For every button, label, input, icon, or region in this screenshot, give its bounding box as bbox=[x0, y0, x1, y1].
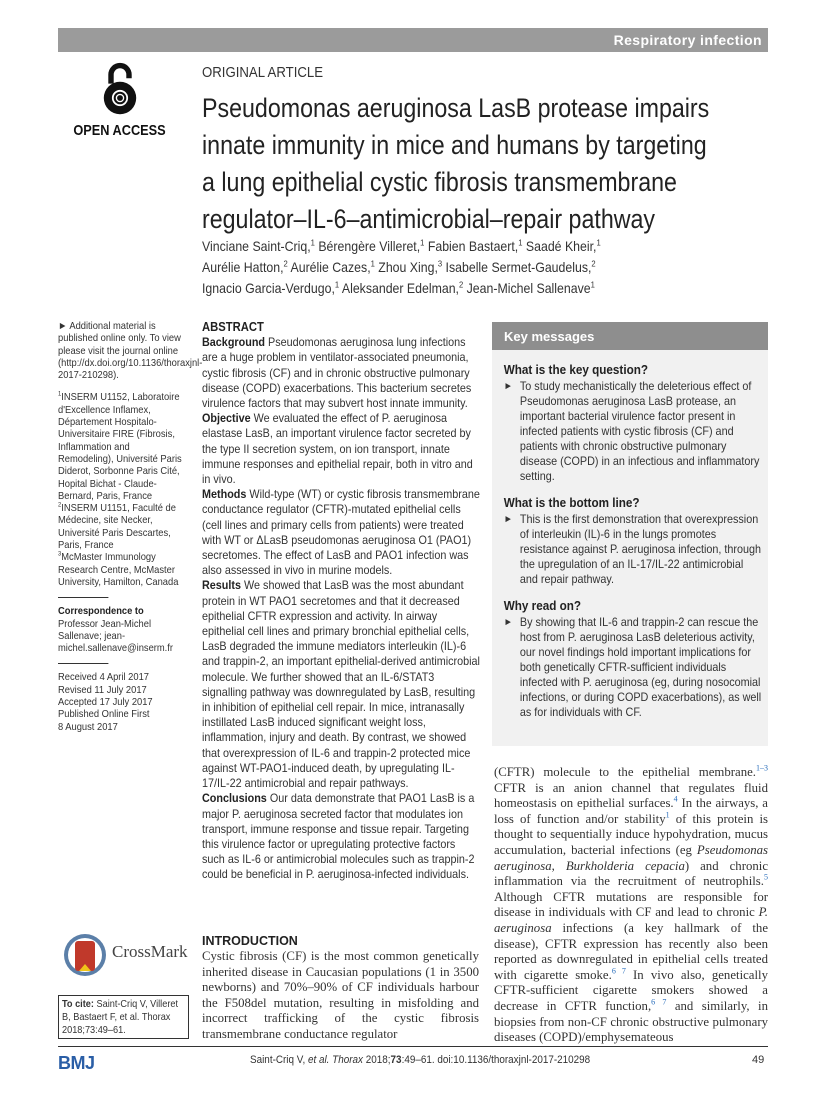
footer-citation-authors: Saint-Criq V, bbox=[250, 1054, 308, 1066]
key-question: What is the key question? bbox=[503, 362, 649, 377]
abstract-heading: ABSTRACT bbox=[202, 320, 264, 334]
reference-superscript: 5 bbox=[764, 872, 768, 882]
author-affiliation-mark: 1 bbox=[518, 237, 523, 248]
author-name: Vinciane Saint-Criq, bbox=[202, 238, 311, 254]
author-affiliation-mark: 1 bbox=[370, 258, 375, 269]
author-affiliation-mark: 2 bbox=[283, 258, 288, 269]
author-affiliation-mark: 2 bbox=[458, 279, 464, 290]
footer-citation-etal: et al bbox=[307, 1054, 327, 1066]
abstract-label: Objective bbox=[202, 411, 251, 426]
abstract-section bbox=[202, 791, 481, 882]
reference-superscript: 1 bbox=[665, 810, 670, 820]
footer-citation-year: 2018; bbox=[363, 1054, 391, 1066]
footer-divider bbox=[58, 1046, 768, 1047]
date-line: Accepted 17 July 2017 bbox=[58, 697, 153, 709]
open-access-logo bbox=[62, 62, 177, 139]
title-line: innate immunity in mice and humans by targeting bbox=[202, 130, 707, 160]
abstract-text: We evaluated the effect of P. aeruginosa elastase LasB, an important virulence factor secreted by the type II secretion system, on ion transport, innate immune responses and epithelial repair, both in vitro and in vivo. bbox=[202, 411, 473, 487]
divider bbox=[58, 597, 108, 598]
open-access-label: OPEN ACCESS bbox=[73, 122, 166, 139]
species-name: Pseudomonas aeruginosa bbox=[494, 842, 768, 873]
date-line: Revised 11 July 2017 bbox=[58, 684, 147, 696]
supplementary-note: ► Additional material is published online only. To view please visit the journal online (http://dx.doi.org/10.1136/thoraxjnl-2017-210298). bbox=[58, 321, 203, 382]
section-label: Respiratory infection bbox=[613, 32, 762, 48]
title-line: a lung epithelial cystic fibrosis transmembrane bbox=[202, 167, 677, 197]
author-name: Bérengère Villeret, bbox=[318, 238, 421, 254]
body-text: of this protein is thought to sequentially induce hypohydration, mucus accumulation, bacterial infections (eg bbox=[494, 811, 768, 857]
crossmark-label: CrossMark bbox=[112, 942, 188, 961]
article-type: ORIGINAL ARTICLE bbox=[202, 64, 324, 81]
affiliation bbox=[58, 392, 184, 503]
abstract-section bbox=[202, 578, 481, 791]
abstract-text: We showed that LasB was the most abundant protein in WT PAO1 secretomes and that it decreased epithelial CFTR expression and activity. In airway epithelial cell lines and primary bronchial epithelial cells, LasB degraded the immune mediators interleukin (IL)-6 and trappin-2, an important epithelial-derived antimicrobial molecule. We further showed that an IL-6/STAT3 signalling pathway was downregulated by LasB, resulting in inhibition of epithelial cell repair. In mice, intranasally instillated LasB induced significant weight loss, inflammation, injury and death. By contrast, we showed that overexpression of IL-6 and trappin-2 protected mice against WT-PAO1-induced death, by upregulating IL-17/IL-22 antimicrobial and repair pathways. bbox=[202, 578, 480, 791]
introduction-heading: INTRODUCTION bbox=[202, 934, 298, 948]
date-line: 8 August 2017 bbox=[58, 721, 118, 733]
affiliation bbox=[58, 552, 184, 589]
reference-superscript: 6 7 bbox=[651, 997, 667, 1007]
reference-superscript: 4 bbox=[673, 794, 678, 804]
footer-citation-doi: :49–61. doi:10.1136/thoraxjnl-2017-210298 bbox=[401, 1054, 591, 1066]
abstract-section bbox=[202, 487, 481, 578]
key-messages-heading: Key messages bbox=[492, 322, 768, 350]
footer-citation-journal: . Thorax bbox=[326, 1054, 364, 1066]
author-list bbox=[202, 236, 765, 299]
page-number: 49 bbox=[752, 1054, 765, 1066]
author-name: Jean-Michel Sallenave bbox=[466, 280, 591, 296]
affiliation-text: INSERM U1151, Faculté de Médecine, site Necker, Université Paris Descartes, Paris, France bbox=[58, 503, 176, 552]
species-name: P. aeruginosa bbox=[494, 905, 768, 935]
author-name: Zhou Xing, bbox=[378, 259, 438, 275]
reference-superscript: 1–3 bbox=[756, 763, 768, 773]
affiliation-number: 1 bbox=[58, 391, 62, 399]
section-header-bar bbox=[58, 28, 768, 52]
article-dates bbox=[58, 672, 184, 733]
to-cite-text: Saint-Criq V, Villeret B, Bastaert F, et al. Thorax 2018;73:49–61. bbox=[62, 999, 179, 1036]
crossmark-icon bbox=[62, 932, 108, 978]
body-text: In the airways, a loss of function and/or stability bbox=[494, 796, 768, 826]
author-affiliation-mark: 1 bbox=[590, 279, 595, 290]
correspondence-text: Professor Jean-Michel Sallenave; jean-michel.sallenave@inserm.fr bbox=[58, 618, 174, 655]
article-title bbox=[202, 90, 761, 238]
key-answer: ► By showing that IL-6 and trappin-2 can rescue the host from P. aeruginosa LasB deleterious activity, our novel findings hold important implications for both genetically CFTR-sufficient individuals infected with P. aeruginosa (eg, during nosocomial infections, or during COPD exacerbations), as well as for individuals with CF. bbox=[504, 615, 762, 720]
author-name: Aleksander Edelman, bbox=[341, 280, 459, 296]
author-name: Aurélie Hatton, bbox=[202, 259, 284, 275]
title-line: Pseudomonas aeruginosa LasB protease impairs bbox=[202, 93, 710, 123]
key-answer: ► To study mechanistically the deleterious effect of Pseudomonas aeruginosa LasB protease, an important bacterial virulence factor present in infected patients with cystic fibrosis (CF) and patients with chronic obstructive pulmonary disease (COPD) in an infectious and inflammatory setting. bbox=[504, 379, 762, 484]
affiliation-text: McMaster Immunology Research Centre, McMaster University, Hamilton, Canada bbox=[58, 552, 179, 588]
abstract-section bbox=[202, 335, 481, 411]
author-affiliation-mark: 1 bbox=[596, 237, 601, 248]
footer-citation-volume: 73 bbox=[390, 1054, 402, 1066]
species-name: Burkholderia cepacia bbox=[565, 858, 685, 873]
author-affiliation-mark: 1 bbox=[310, 237, 315, 248]
correspondence-heading: Correspondence to bbox=[58, 606, 144, 618]
author-affiliation-mark: 1 bbox=[420, 237, 425, 248]
body-text-right-column bbox=[494, 765, 768, 1046]
abstract-label: Conclusions bbox=[202, 791, 267, 806]
key-messages-box bbox=[492, 322, 768, 746]
author-name: Isabelle Sermet-Gaudelus, bbox=[445, 259, 592, 275]
abstract bbox=[202, 320, 481, 883]
footer-citation bbox=[250, 1054, 590, 1066]
introduction-section bbox=[202, 934, 479, 1043]
article-sidebar bbox=[58, 321, 203, 734]
author-name: Saadé Kheir, bbox=[525, 238, 597, 254]
abstract-label: Methods bbox=[202, 487, 247, 502]
key-answer: ► This is the first demonstration that overexpression of interleukin (IL)-6 in the lungs promotes resistance against P. aeruginosa infection, through the upregulation of an IL-17/IL-22 antimicrobial and repair pathway. bbox=[504, 512, 762, 587]
crossmark-badge[interactable] bbox=[60, 930, 200, 980]
author-affiliation-mark: 2 bbox=[591, 258, 596, 269]
date-line: Published Online First bbox=[58, 709, 150, 721]
author-affiliation-mark: 3 bbox=[437, 258, 443, 269]
body-text: CFTR is an anion channel that regulates fluid homeostasis on epithelial surfaces. bbox=[494, 780, 768, 811]
bmj-logo: BMJ bbox=[58, 1053, 95, 1073]
divider bbox=[58, 663, 108, 664]
body-text: and similarly, in biopsies from non-CF chronic obstructive pulmonary diseases (COPD)/emphysemateous bbox=[494, 998, 768, 1045]
abstract-label: Results bbox=[202, 578, 242, 593]
body-text: Although CFTR mutations are responsible for disease in individuals with CF and lead to chronic bbox=[494, 889, 768, 920]
to-cite-box bbox=[58, 995, 189, 1039]
affiliation-number: 3 bbox=[58, 550, 62, 558]
affiliations bbox=[58, 392, 184, 589]
body-text: ) and chronic inflammation via the recruitment of neutrophils. bbox=[494, 858, 768, 889]
author-affiliation-mark: 1 bbox=[334, 279, 340, 290]
key-question: What is the bottom line? bbox=[503, 495, 640, 510]
affiliation bbox=[58, 503, 184, 552]
abstract-text: Pseudomonas aeruginosa lung infections are a huge problem in ventilator-associated pneumonia, cystic fibrosis (CF) and in chronic obstructive pulmonary disease (COPD) exacerbations. This bacterium secretes virulence factors that may subvert host innate immunity. bbox=[202, 335, 472, 411]
title-line: regulator–IL-6–antimicrobial–repair pathway bbox=[202, 204, 656, 234]
open-access-lock-icon bbox=[102, 62, 138, 116]
author-name: Ignacio Garcia-Verdugo, bbox=[202, 280, 335, 296]
body-text: , bbox=[551, 858, 566, 873]
body-text: infections (a key hallmark of the disease), CFTR expression has recently also been reported as downregulated in epithelial cells treated with cigarette smoke. bbox=[494, 920, 768, 982]
affiliation-number: 2 bbox=[58, 501, 62, 509]
body-text: In vivo also, genetically CFTR-sufficient cigarette smokers showed a decrease in CFTR function, bbox=[494, 967, 768, 1013]
body-text: (CFTR) molecule to the epithelial membrane. bbox=[494, 765, 756, 779]
to-cite-label: To cite: bbox=[62, 999, 94, 1010]
author-name: Fabien Bastaert, bbox=[427, 238, 519, 254]
reference-superscript: 6 7 bbox=[611, 966, 626, 976]
affiliation-text: INSERM U1152, Laboratoire d'Excellence Inflamex, Département Hospitalo-Universitaire FIRE (Fibrosis, Inflammation and Remodeling), Université Paris Diderot, Sorbonne Paris Cité, Hopital Bichat - Claude-Bernard, Paris, France bbox=[58, 392, 182, 502]
abstract-label: Background bbox=[202, 335, 266, 350]
abstract-section bbox=[202, 411, 481, 487]
author-name: Aurélie Cazes, bbox=[290, 259, 371, 275]
abstract-text: Our data demonstrate that PAO1 LasB is a major P. aeruginosa secreted factor that modulates ion transport, immune response and tissue repair. Targeting this virulence factor or upregulating protective factors such as IL-6 or antimicrobial molecules such as trappin-2 could be beneficial in P. aeruginosa-infected individuals. bbox=[202, 791, 475, 882]
introduction-text: Cystic fibrosis (CF) is the most common genetically inherited disease in Caucasian populations (1 in 3500 newborns) and 70%–90% of CF individuals harbour the F508del mutation, resulting in misfolding and incorrect trafficking of the cystic fibrosis transmembrane conductance regulator bbox=[202, 949, 479, 1041]
abstract-text: Wild-type (WT) or cystic fibrosis transmembrane conductance regulator (CFTR)-mutated epithelial cells (cell lines and primary cells from patients) were treated with WT or ΔLasB pseudomonas aeruginosa O1 (PAO1) secretomes. The effect of LasB and PAO1 infection was also assessed in vivo in murine models. bbox=[202, 487, 480, 578]
key-question: Why read on? bbox=[503, 598, 582, 613]
date-line: Received 4 April 2017 bbox=[58, 672, 149, 684]
